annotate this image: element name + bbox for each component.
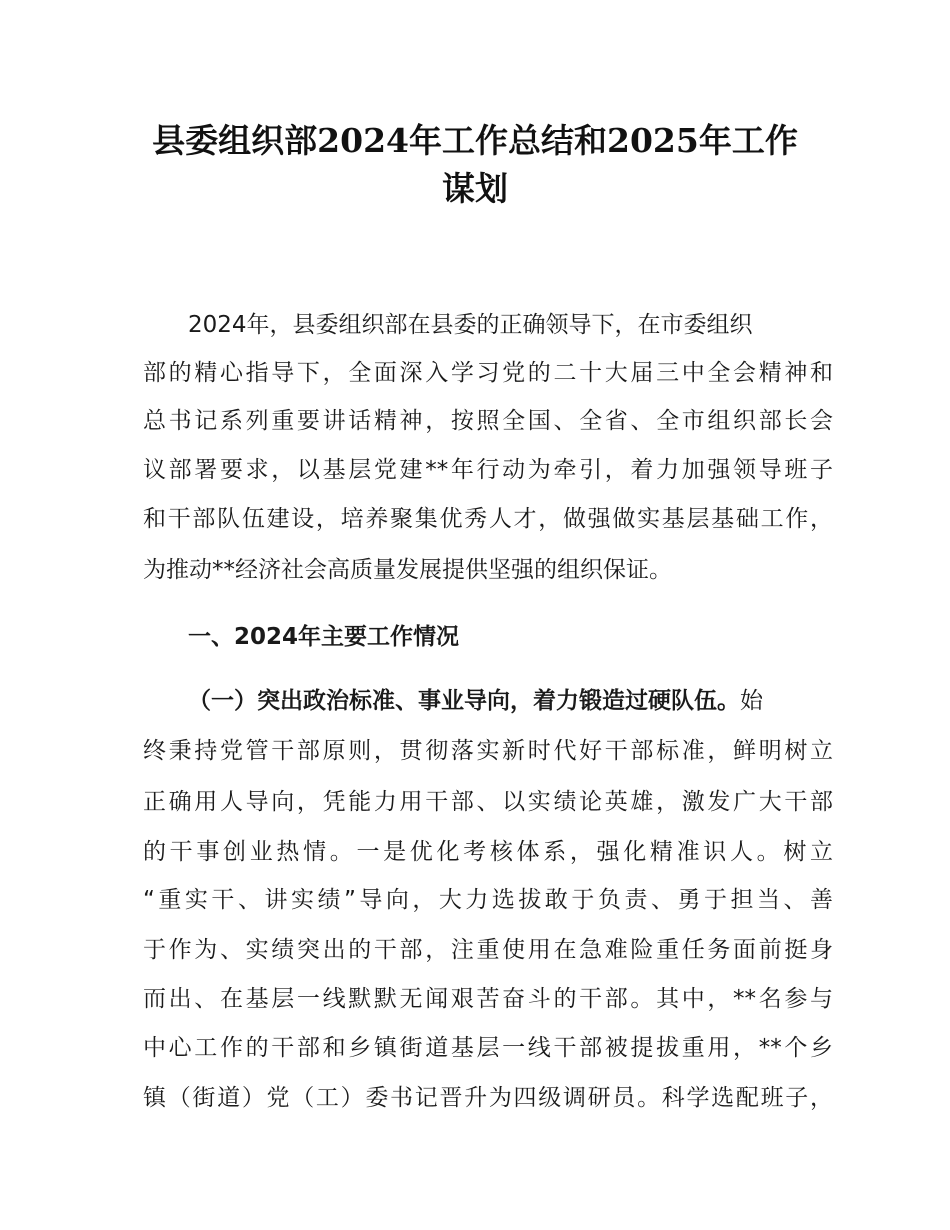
subsection-paragraph-line: 中心工作的干部和乡镇街道基层一线干部被提拔重用，**个乡 (143, 1035, 833, 1061)
section-heading: 一、2024年主要工作情况 (188, 624, 460, 650)
intro-paragraph-line: 和干部队伍建设，培养聚集优秀人才，做强做实基层基础工作， (143, 506, 833, 532)
document-title-line-1: 县委组织部2024年工作总结和2025年工作 (152, 121, 798, 160)
subsection-paragraph-line: 于作为、实绩突出的干部，注重使用在急难险重任务面前挺身 (143, 937, 833, 963)
document-title-line-2: 谋划 (442, 169, 508, 208)
intro-paragraph-line: 为推动**经济社会高质量发展提供坚强的组织保证。 (143, 557, 672, 583)
subsection-paragraph-line: 的干事创业热情。一是优化考核体系，强化精准识人。树立 (143, 839, 833, 865)
intro-paragraph-line: 部的精心指导下，全面深入学习党的二十大届三中全会精神和 (143, 360, 833, 386)
subsection-heading: （一）突出政治标准、事业导向，着力锻造过硬队伍。 (188, 688, 740, 714)
subsection-paragraph-line: 而出、在基层一线默默无闻艰苦奋斗的干部。其中，**名参与 (143, 986, 833, 1012)
subsection-paragraph-line: 终秉持党管干部原则，贯彻落实新时代好干部标准，鲜明树立 (143, 738, 833, 764)
intro-paragraph-line: 总书记系列重要讲话精神，按照全国、全省、全市组织部长会 (143, 408, 833, 434)
subsection-paragraph-line: 正确用人导向，凭能力用干部、以实绩论英雄，激发广大干部 (143, 789, 833, 815)
intro-paragraph-line: 2024年，县委组织部在县委的正确领导下，在市委组织 (188, 312, 753, 338)
intro-paragraph-line: 议部署要求，以基层党建**年行动为牵引，着力加强领导班子 (143, 457, 833, 483)
subsection-first-line (188, 686, 833, 716)
subsection-paragraph-line: “重实干、讲实绩”导向，大力选拔敢于负责、勇于担当、善 (143, 887, 833, 913)
subsection-text: 始 (740, 688, 763, 714)
subsection-paragraph-line: 镇（街道）党（工）委书记晋升为四级调研员。科学选配班子， (143, 1085, 833, 1111)
